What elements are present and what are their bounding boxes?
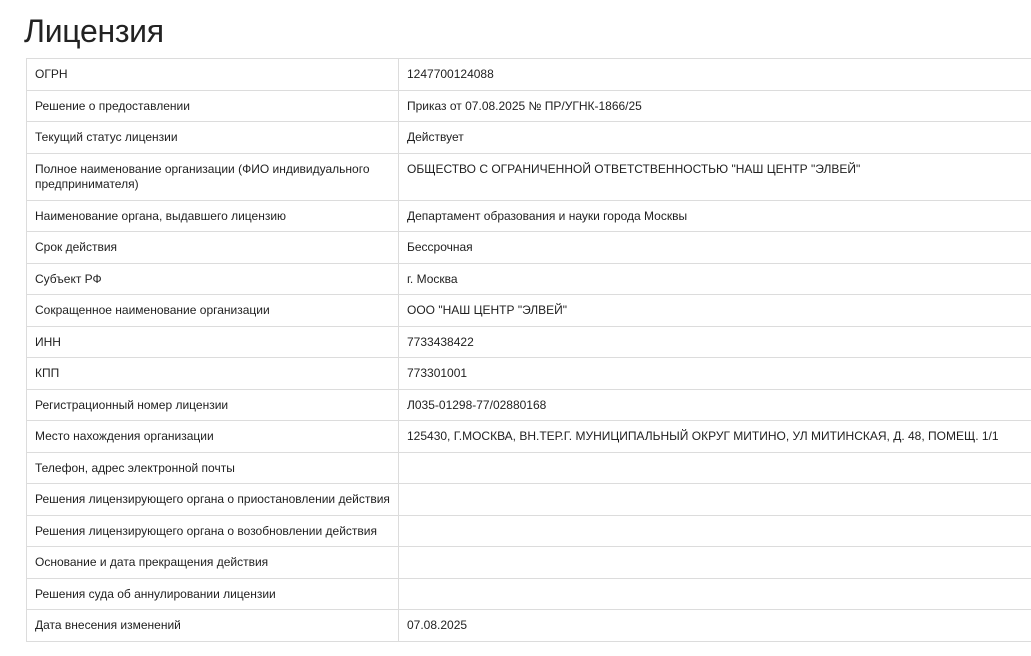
row-label: Субъект РФ [27,263,399,295]
row-value [399,452,1031,484]
row-label: Наименование органа, выдавшего лицензию [27,200,399,232]
table-row [27,421,1031,453]
row-label: Телефон, адрес электронной почты [27,452,399,484]
row-label: Основание и дата прекращения действия [27,547,399,579]
table-row [27,295,1031,327]
row-label: Текущий статус лицензии [27,122,399,154]
table-row [27,232,1031,264]
table-row [27,610,1031,642]
table-row [27,484,1031,516]
table-row [27,452,1031,484]
row-value: Департамент образования и науки города Москвы [399,200,1031,232]
row-label: Решения лицензирующего органа о приостановлении действия [27,484,399,516]
row-value: Действует [399,122,1031,154]
row-label: ИНН [27,326,399,358]
row-label: Решения суда об аннулировании лицензии [27,578,399,610]
page-title: Лицензия [24,13,164,49]
table-row [27,515,1031,547]
row-label: Полное наименование организации (ФИО индивидуального предпринимателя) [27,153,399,200]
table-row [27,153,1031,200]
table-row [27,326,1031,358]
table-row [27,59,1031,91]
row-label: Решение о предоставлении [27,90,399,122]
table-row [27,547,1031,579]
table-row [27,90,1031,122]
row-value [399,547,1031,579]
row-label: Решения лицензирующего органа о возобновлении действия [27,515,399,547]
table-row [27,358,1031,390]
row-value: 773301001 [399,358,1031,390]
table-row [27,578,1031,610]
row-value: г. Москва [399,263,1031,295]
row-value [399,515,1031,547]
row-value: 07.08.2025 [399,610,1031,642]
table-row [27,263,1031,295]
row-label: КПП [27,358,399,390]
row-value: ОБЩЕСТВО С ОГРАНИЧЕННОЙ ОТВЕТСТВЕННОСТЬЮ "НАШ ЦЕНТР "ЭЛВЕЙ" [399,153,1031,200]
row-label: Регистрационный номер лицензии [27,389,399,421]
row-label: Дата внесения изменений [27,610,399,642]
row-label: Сокращенное наименование организации [27,295,399,327]
row-value: Приказ от 07.08.2025 № ПР/УГНК-1866/25 [399,90,1031,122]
row-value: 1247700124088 [399,59,1031,91]
row-value: 7733438422 [399,326,1031,358]
row-value: Бессрочная [399,232,1031,264]
table-row [27,122,1031,154]
row-value: Л035-01298-77/02880168 [399,389,1031,421]
row-value: 125430, Г.МОСКВА, ВН.ТЕР.Г. МУНИЦИПАЛЬНЫЙ ОКРУГ МИТИНО, УЛ МИТИНСКАЯ, Д. 48, ПОМЕЩ. 1/1 [399,421,1031,453]
row-value [399,484,1031,516]
row-value: ООО "НАШ ЦЕНТР "ЭЛВЕЙ" [399,295,1031,327]
row-label: Место нахождения организации [27,421,399,453]
license-details-table [26,58,1031,642]
row-label: ОГРН [27,59,399,91]
row-label: Срок действия [27,232,399,264]
row-value [399,578,1031,610]
table-row [27,389,1031,421]
table-row [27,200,1031,232]
